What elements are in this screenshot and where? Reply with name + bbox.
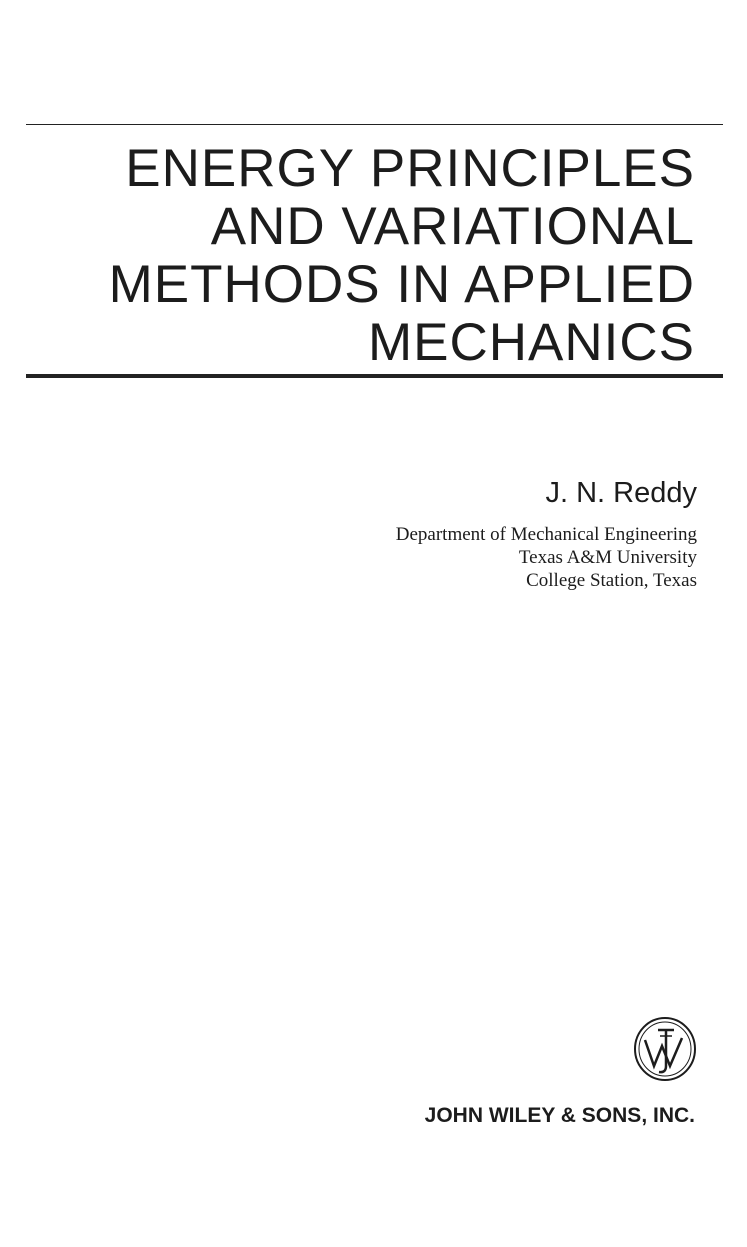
title-line: AND VARIATIONAL (210, 197, 695, 256)
bottom-rule (26, 374, 723, 378)
title-line: METHODS IN APPLIED (108, 255, 695, 314)
affiliation-line: Department of Mechanical Engineering (395, 524, 697, 545)
book-title (55, 140, 695, 372)
title-line: MECHANICS (367, 313, 695, 372)
affiliation-line: Texas A&M University (518, 547, 697, 568)
affiliation-line: College Station, Texas (526, 570, 697, 591)
publisher-name: JOHN WILEY & SONS, INC. (424, 1104, 695, 1127)
top-rule (26, 124, 723, 125)
title-line: ENERGY PRINCIPLES (125, 139, 695, 198)
author-name: J. N. Reddy (545, 477, 697, 509)
author-affiliation (396, 523, 697, 592)
wiley-logo-icon (632, 1016, 698, 1082)
